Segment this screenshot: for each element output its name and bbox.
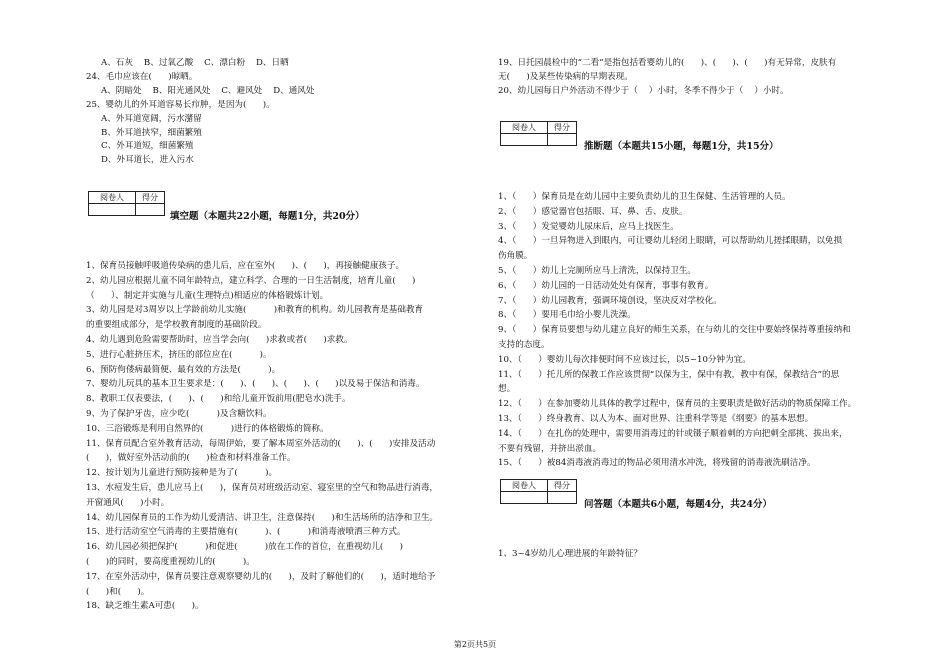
text-line: 2、幼儿园应根据儿童不同年龄特点，建立科学、合理的一日生活制度，培育儿童( ) — [86, 275, 416, 286]
score-label: 得分 — [548, 480, 577, 492]
text-line: 的重要组成部分，是学校教育制度的基础阶段。 — [86, 320, 267, 331]
text-line: 15、进行活动室空气消毒的主要措施有( )、( )和消毒液喷洒三种方式。 — [86, 527, 406, 538]
text-line: C、外耳道短，细菌繁殖 — [101, 141, 194, 152]
scorebox-fill — [88, 191, 165, 216]
text-line: ( )和( )。 — [86, 586, 150, 597]
text-line: （ ）、制定并实施与儿童(生理特点)相适应的体格锻炼计划。 — [86, 290, 329, 301]
text-line: 24、毛巾应该在( )晾晒。 — [86, 71, 198, 82]
reviewer-cell — [89, 204, 136, 216]
text-line: 8、教职工仅表要法，( )、( )和给儿童开饭前用(肥皂水)洗手。 — [86, 394, 351, 405]
section-title-fill: 填空题（本题共22小题，每题1分，共20分） — [170, 211, 365, 222]
text-line: 8、（ ）要用毛巾给小婴儿洗澡。 — [498, 310, 636, 321]
scorebox-qa — [500, 479, 577, 504]
text-line: 1、3~4岁幼儿心理进展的年龄特征？ — [498, 549, 642, 559]
text-line: D、外耳道长，进入污水 — [101, 155, 194, 166]
text-line: 3、（ ）发觉婴幼儿尿床后，应马上找医生。 — [498, 221, 679, 232]
text-line: 伤角膜。 — [498, 251, 533, 262]
text-line: 开窗通风( )小时。 — [86, 497, 170, 508]
text-line: 9、（ ）保育员要想与幼儿建立良好的师生关系，在与幼儿的交往中要始终保持尊重接纳和 — [498, 325, 851, 336]
text-line: 18、缺乏维生素A可患( )。 — [86, 601, 204, 612]
text-line: ( )，做好室外活动前的( )检查和材料准备工作。 — [86, 453, 296, 464]
reviewer-label: 阅卷人 — [89, 192, 136, 204]
text-line: 7、婴幼儿玩具的基本卫生要求是：( )、( )、( )、( )以及易于保洁和消毒。 — [86, 379, 425, 390]
text-line: 19、日托园晨检中的“二看”是指包括看婴幼儿的( )、( )、( )有无异常，皮肤有 — [498, 58, 837, 68]
page-number: 第2页共5页 — [453, 640, 497, 649]
score-cell — [548, 492, 577, 504]
text-line: A、外耳道宽阔，污水潴留 — [101, 113, 202, 124]
score-cell — [136, 204, 165, 216]
text-line: B、外耳道挟窄，细菌繁殖 — [101, 127, 202, 138]
scorebox-judge — [500, 121, 577, 146]
reviewer-label: 阅卷人 — [501, 122, 548, 134]
text-line: 14、幼儿园保育员的工作为幼儿爱清洁、讲卫生，注意保持( )和生活场所的洁净和卫生。 — [86, 512, 439, 523]
score-label: 得分 — [548, 122, 577, 134]
text-line: 6、预防佝偻病最简便、最有效的方法是( )。 — [86, 364, 281, 375]
text-line: 10、三浴锻炼是利用自然界的( )进行的体格锻炼的简称。 — [86, 423, 329, 434]
text-line: 20、幼儿园每日户外活动不得少于（ ）小时，冬季不得少于（ ）小时。 — [498, 85, 789, 96]
text-line: 5、进行心脏挤压术，挤压的部位应在( )。 — [86, 349, 272, 360]
text-line: 4、幼儿遇到危险需要帮助时，应当学会向( )求救或者( )求救。 — [86, 335, 353, 345]
text-line: 支持的态度。 — [498, 340, 550, 350]
text-line: 17、在室外活动中，保育员要注意观察婴幼儿的( )，及时了解他们的( )，适时地给予 — [86, 571, 436, 582]
text-line: 14、（ ）在扎伤的处理中，需要用消毒过的针或镊子顺着刺的方向把刺全部挑、拔出来， — [498, 428, 848, 439]
score-label: 得分 — [136, 192, 165, 204]
text-line: 9、为了保护牙齿，应少吃( )及含糖饮料。 — [86, 409, 272, 419]
text-line: 7、（ ）幼儿园教育，强调环境创设，坚决反对学校化。 — [498, 295, 722, 306]
text-line: 12、（ ）在参加婴幼儿具体的教学过程中，保育员的主要职责是做好活动的物质保障工作。 — [498, 399, 857, 410]
text-line: 10、（ ）婴幼儿每次排便时间不应该过长，以5~10分钟为宜。 — [498, 354, 751, 365]
text-line: 11、（ ）托儿所的保教工作应该贯彻“以保为主，保中有教，教中有保，保教结合”的思 — [498, 369, 840, 380]
text-line: A、阴暗处 B、阳光通风处 C、避风处 D、通风处 — [101, 85, 315, 96]
text-line: 4、（ ）一旦异物进入到眼内，可让婴幼儿轻闭上眼睛，可以帮助幼儿搓揉眼睛，以免损 — [498, 236, 843, 247]
text-line: 16、幼儿园必须把保护( )和促进( )放在工作的首位，在重视幼儿( ) — [86, 542, 403, 553]
text-line: 15、（ ）被84消毒液消毒过的物品必须用清水冲洗，将残留的消毒液洗刷洁净。 — [498, 458, 816, 469]
reviewer-label: 阅卷人 — [501, 480, 548, 492]
score-cell — [548, 134, 577, 146]
text-line: ( )的同时，要高度重视幼儿的( )。 — [86, 557, 255, 567]
reviewer-cell — [501, 134, 548, 146]
reviewer-cell — [501, 492, 548, 504]
text-line: 13、水痘发生后，患儿应马上( )，保育员对班级活动室、寝室里的空气和物品进行消毒， — [86, 483, 439, 493]
text-line: 不要有残留，并挤出淤血。 — [498, 443, 602, 454]
text-line: 想。 — [498, 384, 516, 395]
text-line: 6、（ ）幼儿园的一日活动处处有保育，事事有教育。 — [498, 280, 714, 291]
text-line: 1、（ ）保育员是在幼儿园中主要负责幼儿的卫生保健、生活管理的人员。 — [498, 192, 791, 202]
text-line: A、石灰 B、过氧乙酸 C、漂白粉 D、日晒 — [101, 58, 289, 68]
text-line: 3、幼儿园是对3周岁以上学龄前幼儿实施( )和教育的机构。幼儿园教育是基础教育 — [86, 305, 424, 316]
text-line: 5、（ ）幼儿上完厕所应马上清洗，以保持卫生。 — [498, 266, 697, 276]
text-line: 12、按计划为儿童进行预防接种是为了( )。 — [86, 468, 278, 479]
section-title-judge: 推断题（本题共15小题，每题1分，共15分） — [584, 141, 779, 152]
section-title-qa: 问答题（本题共6小题，每题4分，共24分） — [584, 499, 772, 510]
text-line: 13、（ ）终身教育、以人为本、面对世界、注重科学等是《纲要》的基本思想。 — [498, 414, 814, 424]
text-line: 11、保育员配合室外教育活动，每周伊始，要了解本周室外活动的( )、( )安排及活动 — [86, 438, 436, 449]
text-line: 1、保育员接触呼吸道传染病的患儿后，应在室外( )、( )，再接触健康孩子。 — [86, 261, 405, 271]
text-line: 2、（ ）感觉器官包括眼、耳、鼻、舌、皮肤。 — [498, 206, 688, 217]
text-line: 无( )及某些传染病的早期表现。 — [498, 71, 633, 82]
text-line: 25、婴幼儿的外耳道容易长疖肿，是因为( )。 — [86, 99, 275, 110]
